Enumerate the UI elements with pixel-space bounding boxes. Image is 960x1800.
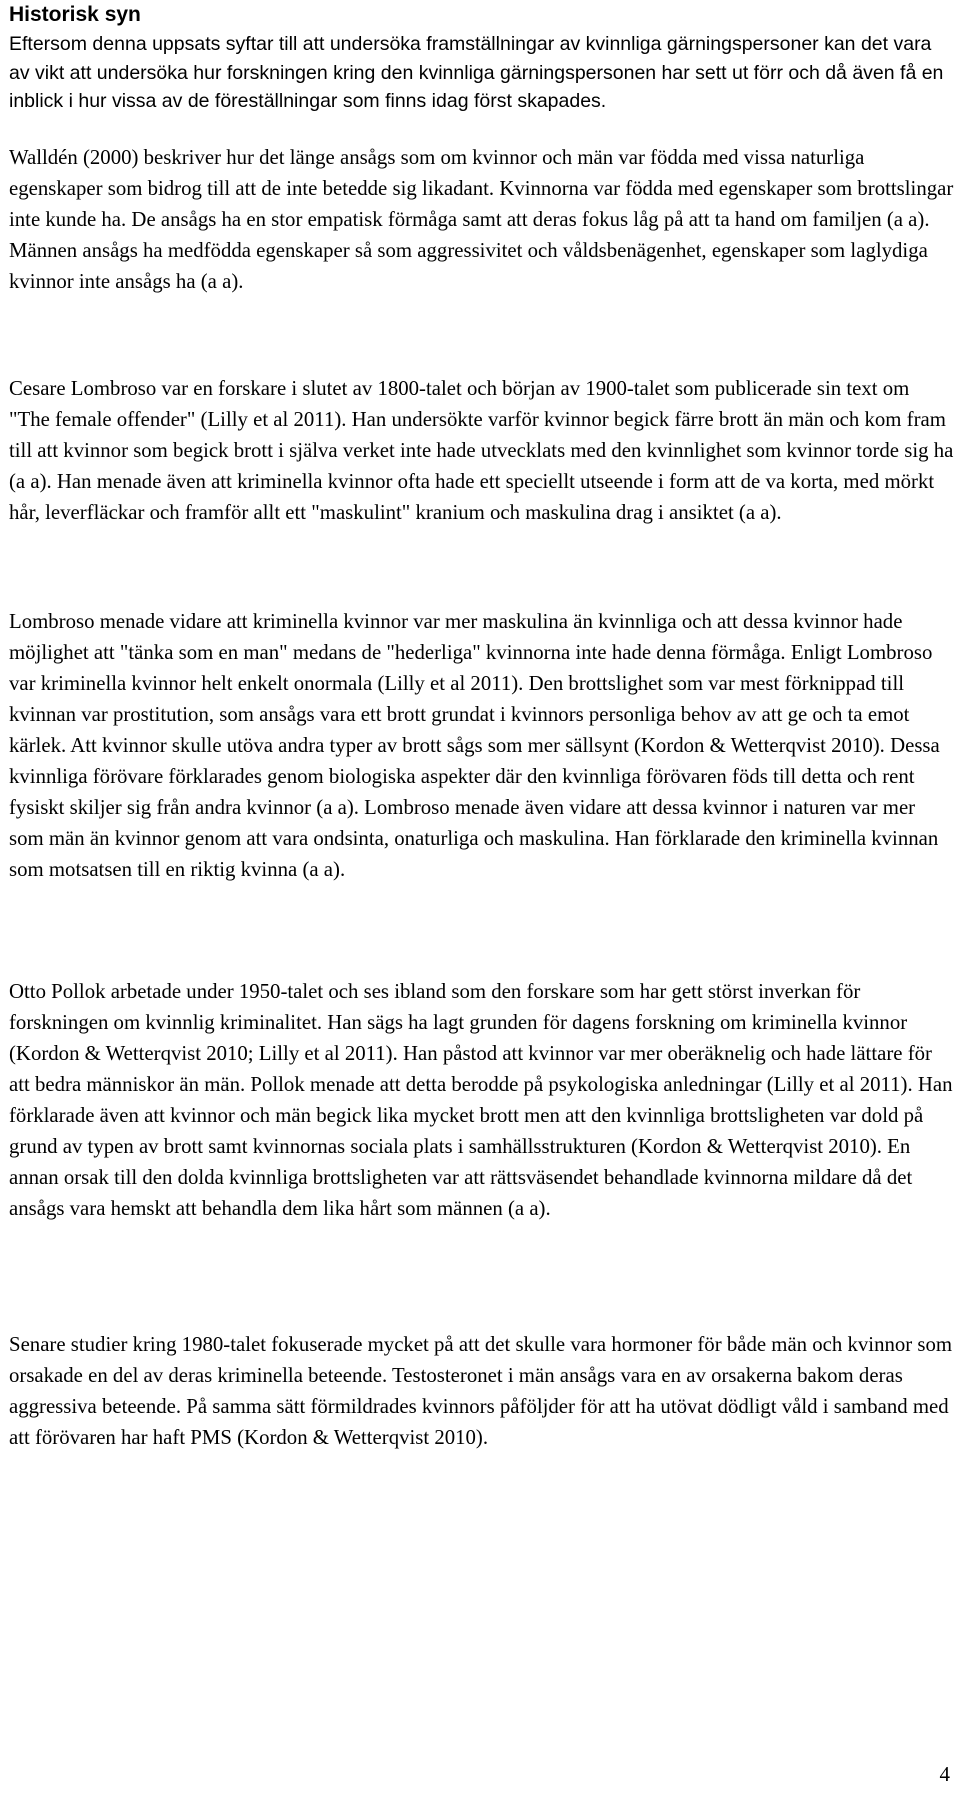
paragraph-lombroso-continued: Lombroso menade vidare att kriminella kvinnor var mer maskulina än kvinnliga och att dessa kvinnor hade möjlighet att "tänka som en man" medans de "hederliga" kvinnorna inte hade denna förmåga. Enligt Lombroso var kriminella kvinnor helt enkelt onormala (Lilly et al 2011). Den brottslighet som var mest förknippad till kvinnan var prostitution, som ansågs vara ett brott grundat i kvinnors personliga behov av att ge och ta emot kärlek. Att kvinnor skulle utöva andra typer av brott sågs som mer sällsynt (Kordon & Wetterqvist 2010). Dessa kvinnliga förövare förklarades genom biologiska aspekter där den kvinnliga förövaren föds till detta och rent fysiskt skiljer sig från andra kvinnor (a a). Lombroso menade även vidare att dessa kvinnor i naturen var mer som män än kvinnor genom att vara ondsinta, onaturliga och maskulina. Han förklarade den kriminella kvinnan som motsatsen till en riktig kvinna (a a). — [9, 610, 940, 881]
paragraph-pollok: Otto Pollok arbetade under 1950-talet och ses ibland som den forskare som har gett störst inverkan för forskningen om kvinnlig kriminalitet. Han sägs ha lagt grunden för dagens forskning om kriminella kvinnor (Kordon & Wetterqvist 2010; Lilly et al 2011). Han påstod att kvinnor var mer oberäknelig och hade lättare för att bedra människor än män. Pollok menade att detta berodde på psykologiska anledningar (Lilly et al 2011). Han förklarade även att kvinnor och män begick lika mycket brott men att den kvinnliga brottsligheten var dold på grund av typen av brott samt kvinnornas sociala plats i samhällsstrukturen (Kordon & Wetterqvist 2010). En annan orsak till den dolda kvinnliga brottsligheten var att rättsväsendet behandlade kvinnorna mildare då det ansågs vara hemskt att behandla dem lika hårt som männen (a a). — [9, 980, 953, 1220]
section-heading: Historisk syn — [9, 3, 141, 26]
paragraph-hormones: Senare studier kring 1980-talet fokuserade mycket på att det skulle vara hormoner för både män och kvinnor som orsakade en del av deras kriminella beteende. Testosteronet i män ansågs vara en av orsakerna bakom deras aggressiva beteende. På samma sätt förmildrades kvinnors påföljder för att ha utövat dödligt våld i samband med att förövaren har haft PMS (Kordon & Wetterqvist 2010). — [9, 1333, 953, 1449]
intro-paragraph: Eftersom denna uppsats syftar till att undersöka framställningar av kvinnliga gärningspersoner kan det vara av vikt att undersöka hur forskningen kring den kvinnliga gärningspersonen har sett ut förr och då även få en inblick i hur vissa av de föreställningar som finns idag först skapades. — [9, 33, 944, 112]
paragraph-wallden: Walldén (2000) beskriver hur det länge ansågs som om kvinnor och män var födda med vissa naturliga egenskaper som bidrog till att de inte betedde sig likadant. Kvinnorna var födda med egenskaper som brottslingar inte kunde ha. De ansågs ha en stor empatisk förmåga samt att deras fokus låg på att ta hand om familjen (a a). Männen ansågs ha medfödda egenskaper så som aggressivitet och våldsbenägenhet, egenskaper som laglydiga kvinnor inte ansågs ha (a a). — [9, 146, 954, 293]
paragraph-lombroso-intro: Cesare Lombroso var en forskare i slutet av 1800-talet och början av 1900-talet som publicerade sin text om "The female offender" (Lilly et al 2011). Han undersökte varför kvinnor begick färre brott än män och kom fram till att kvinnor som begick brott i själva verket inte hade utvecklats med den kvinnlighet som kvinnor torde sig ha (a a). Han menade även att kriminella kvinnor ofta hade ett speciellt utseende i form att de va korta, med mörkt hår, leverfläckar och framför allt ett "maskulint" kranium och maskulina drag i ansiktet (a a). — [9, 377, 954, 524]
page-number: 4 — [939, 1762, 950, 1786]
